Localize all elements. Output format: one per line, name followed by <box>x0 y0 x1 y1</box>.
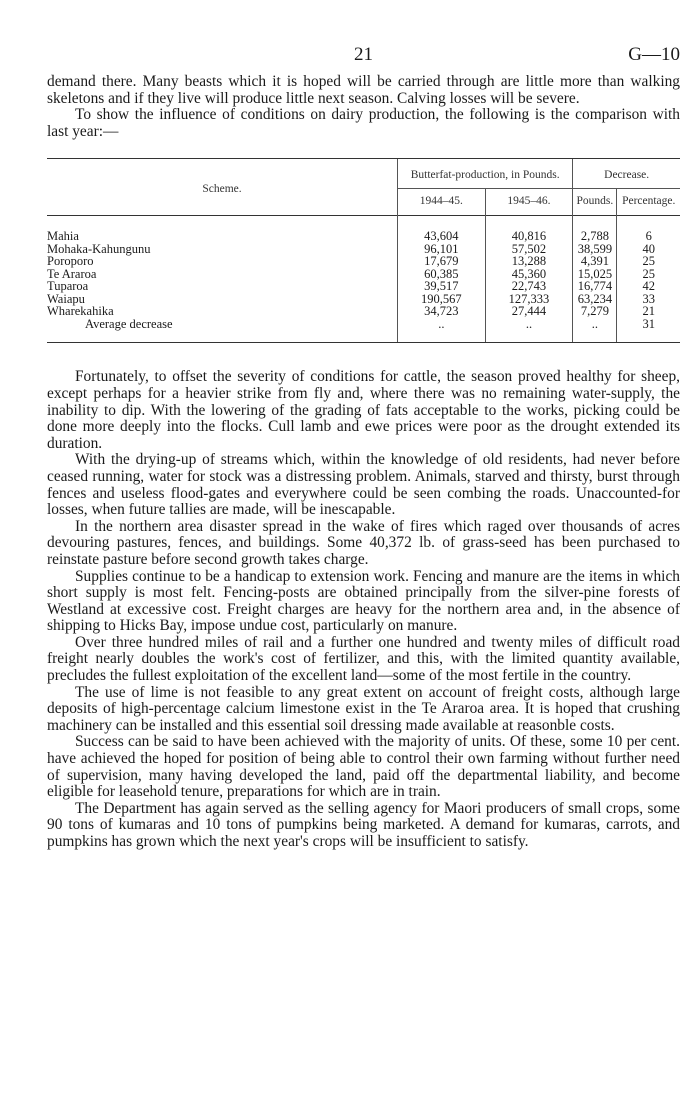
percentage-cell: 33 <box>617 293 680 306</box>
page <box>47 44 680 851</box>
scheme-cell: Waiapu <box>47 291 85 306</box>
year2-cell: 45,360 <box>485 268 573 281</box>
scheme-cell: Poroporo <box>47 254 94 269</box>
pounds-cell: 2,788 <box>573 216 617 243</box>
percentage-cell: 21 <box>617 305 680 318</box>
year2-cell: 27,444 <box>485 305 573 318</box>
pounds-cell: 4,391 <box>573 255 617 268</box>
intro-paragraph-1: demand there. Many beasts which it is hoped will be carried through are little more than walking skeletons and if they live will produce little next season. Calving losses will be severe. <box>47 73 680 107</box>
pounds-header: Pounds. <box>573 189 617 216</box>
year1-cell: 39,517 <box>398 280 486 293</box>
pounds-cell: 7,279 <box>573 305 617 318</box>
pounds-cell: 15,025 <box>573 268 617 281</box>
percentage-cell: 25 <box>617 255 680 268</box>
year1-cell: 60,385 <box>398 268 486 281</box>
scheme-cell: Mahia <box>47 229 79 244</box>
year1-cell: 17,679 <box>398 255 486 268</box>
table-row <box>47 280 680 293</box>
year2-cell: 127,333 <box>485 293 573 306</box>
average-row <box>47 318 680 343</box>
percentage-cell: 6 <box>617 216 680 243</box>
year1-cell: 34,723 <box>398 305 486 318</box>
year2-cell: .. <box>485 318 573 343</box>
page-reference: G—10 <box>628 44 680 65</box>
table-row <box>47 216 680 243</box>
table-row <box>47 255 680 268</box>
paragraph: Over three hundred miles of rail and a further one hundred and twenty miles of difficult road freight nearly doubles the work's cost of fertilizer, and this, with the limited quantity available, precludes the fullest exploitation of the excellent land—some of the most fertile in the country. <box>47 633 680 685</box>
year2-cell: 57,502 <box>485 243 573 256</box>
year2-cell: 13,288 <box>485 255 573 268</box>
scheme-cell: Tuparoa <box>47 279 89 294</box>
pounds-cell: 16,774 <box>573 280 617 293</box>
paragraph: The Department has again served as the selling agency for Maori producers of small crops, some 90 tons of kumaras and 10 tons of pumpkins being marketed. A demand for kumaras, carrots, and pumpkins has grown which the next year's crops will be insufficient to satisfy. <box>47 799 680 850</box>
scheme-cell: Mohaka-Kahungunu <box>47 241 151 256</box>
year2-header: 1945–46. <box>485 189 573 216</box>
dairy-production-table <box>47 158 680 343</box>
paragraph: Supplies continue to be a handicap to extension work. Fencing and manure are the items in which short supply is most felt. Fencing-posts are obtained principally from the silver-pine forests of Westland at excessive cost. Freight charges are heavy for the northern area and, in the absence of shipping to Hicks Bay, impose undue cost, particularly on manure. <box>47 567 680 635</box>
year1-cell: 96,101 <box>398 243 486 256</box>
percentage-cell: 40 <box>617 243 680 256</box>
paragraph: Success can be said to have been achieved with the majority of units. Of these, some 10 per cent. have achieved the hoped for position of being able to control their own farming without further need of supervision, many having developed the land, paid off the departmental liability, and become eligible for leasehold tenure, preparations for which are in train. <box>47 733 680 801</box>
body-text <box>47 369 680 850</box>
percentage-cell: 25 <box>617 268 680 281</box>
percentage-cell: 42 <box>617 280 680 293</box>
year1-cell: 43,604 <box>398 216 486 243</box>
year1-cell: 190,567 <box>398 293 486 306</box>
intro-paragraph-2: To show the influence of conditions on dairy production, the following is the comparison with last year:— <box>47 106 680 140</box>
pounds-cell: .. <box>573 318 617 343</box>
average-label: Average decrease <box>85 316 173 331</box>
percentage-header: Percentage. <box>617 189 680 216</box>
scheme-cell: Te Araroa <box>47 266 97 281</box>
year2-cell: 40,816 <box>485 216 573 243</box>
paragraph: In the northern area disaster spread in the wake of fires which raged over thousands of acres devouring pastures, fences, and buildings. Some 40,372 lb. of grass-seed has been purchased to reinstate pasture before second growth takes charge. <box>47 517 680 568</box>
decrease-header: Decrease. <box>573 159 680 189</box>
year1-header: 1944–45. <box>398 189 486 216</box>
scheme-cell: Wharekahika <box>47 304 114 319</box>
page-header <box>47 44 680 74</box>
page-number: 21 <box>354 44 373 65</box>
table-row <box>47 305 680 318</box>
year2-cell: 22,743 <box>485 280 573 293</box>
paragraph: Fortunately, to offset the severity of conditions for cattle, the season proved healthy for sheep, except perhaps for a heavier strike from fly and, where there was no remaining water-supply, the inability to dip. With the lowering of the grading of fats acceptable to the works, picking could be done more deeply into the flocks. Cull lamb and ewe prices were poor as the drought extended its duration. <box>47 368 680 452</box>
scheme-header: Scheme. <box>202 182 242 195</box>
pounds-cell: 38,599 <box>573 243 617 256</box>
year1-cell: .. <box>398 318 486 343</box>
pounds-cell: 63,234 <box>573 293 617 306</box>
paragraph: The use of lime is not feasible to any great extent on account of freight costs, although large deposits of high-percentage calcium limestone exist in the Te Araroa area. It is hoped that crushing machinery can be installed and this essential soil dressing made available at reasonble costs. <box>47 683 680 734</box>
butterfat-header: Butterfat-production, in Pounds. <box>398 159 573 189</box>
average-percentage: 31 <box>617 318 680 343</box>
paragraph: With the drying-up of streams which, within the knowledge of old residents, had never before ceased running, water for stock was a distressing problem. Animals, starved and thirsty, burst through fences and useless flood-gates and everywhere could be seen combing the roads. Unaccounted-for losses, when future tallies are made, will be inescapable. <box>47 451 680 519</box>
